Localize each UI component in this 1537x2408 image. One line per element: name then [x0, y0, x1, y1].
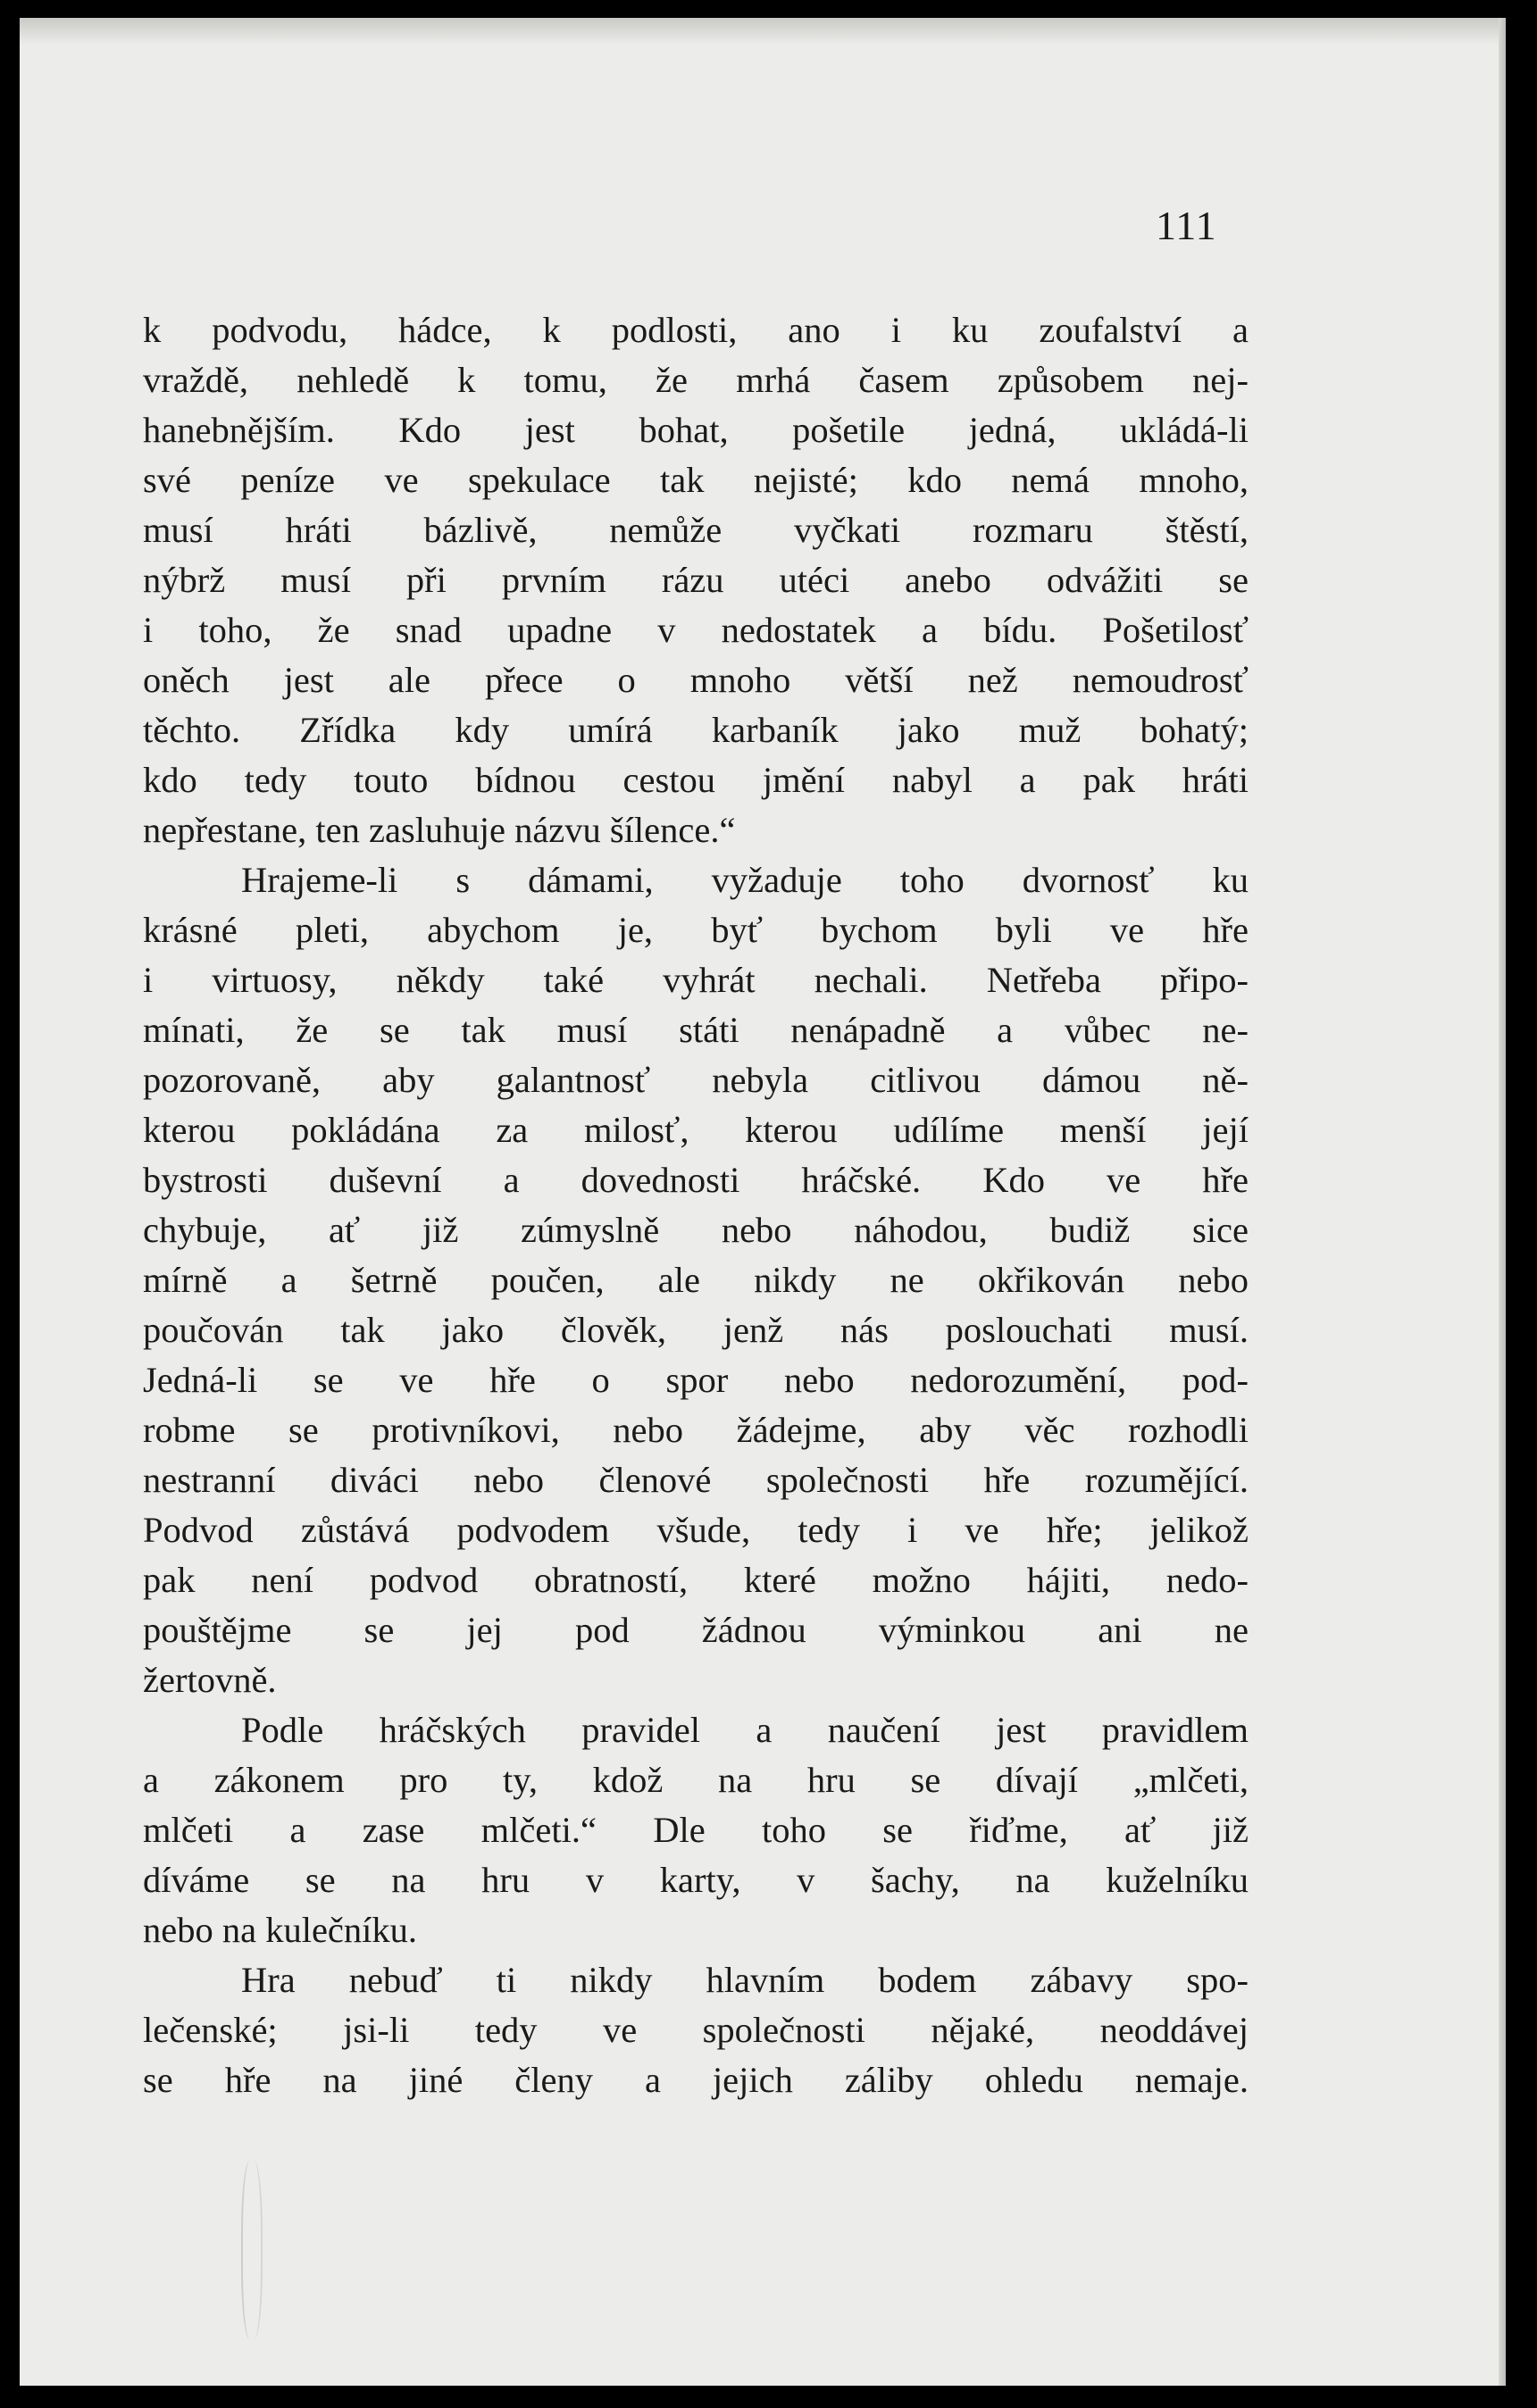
page-number: 111 — [1156, 203, 1217, 248]
text-line: chybuje, ať již zúmyslně nebo náhodou, budiž sice — [143, 1210, 1249, 1250]
text-line: pouštějme se jej pod žádnou výminkou ani ne — [143, 1610, 1249, 1650]
text-line: bystrosti duševní a dovednosti hráčské. Kdo ve hře — [143, 1160, 1249, 1200]
text-line: mírně a šetrně poučen, ale nikdy ne okřikován nebo — [143, 1260, 1249, 1300]
text-line: lečenské; jsi-li tedy ve společnosti nějaké, neoddávej — [143, 2010, 1249, 2050]
text-line: a zákonem pro ty, kdož na hru se dívají „mlčeti, — [143, 1760, 1249, 1800]
text-line: žertovně. — [143, 1660, 277, 1700]
text-line: vraždě, nehledě k tomu, že mrhá časem způsobem nej- — [143, 360, 1249, 400]
text-line: těchto. Zřídka kdy umírá karbaník jako muž bohatý; — [143, 710, 1249, 750]
body-text — [143, 305, 1249, 2105]
text-line: nýbrž musí při prvním rázu utéci anebo odvážiti se — [143, 560, 1249, 600]
text-line: k podvodu, hádce, k podlosti, ano i ku zoufalství a — [143, 310, 1249, 350]
text-line: oněch jest ale přece o mnoho větší než nemoudrosť — [143, 660, 1249, 700]
text-line: své peníze ve spekulace tak nejisté; kdo nemá mnoho, — [143, 460, 1249, 500]
text-line: pozorovaně, aby galantnosť nebyla citlivou dámou ně- — [143, 1060, 1249, 1100]
text-line: hanebnějším. Kdo jest bohat, pošetile jedná, ukládá-li — [143, 410, 1249, 450]
page-top-shadow — [20, 18, 1506, 45]
text-line: i virtuosy, někdy také vyhrát nechali. Netřeba připo- — [143, 960, 1249, 1000]
paragraph-start-line: Hrajeme-li s dámami, vyžaduje toho dvornosť ku — [241, 860, 1249, 900]
text-line: kterou pokládána za milosť, kterou udílíme menší její — [143, 1110, 1249, 1150]
text-line: krásné pleti, abychom je, byť bychom byli ve hře — [143, 910, 1249, 950]
book-page — [20, 18, 1506, 2386]
text-line: mlčeti a zase mlčeti.“ Dle toho se řiďme, ať již — [143, 1810, 1249, 1850]
text-line: Podvod zůstává podvodem všude, tedy i ve hře; jelikož — [143, 1510, 1249, 1550]
text-line: kdo tedy touto bídnou cestou jmění nabyl a pak hráti — [143, 760, 1249, 800]
text-line: pak není podvod obratností, které možno hájiti, nedo- — [143, 1560, 1249, 1600]
text-line: nepřestane, ten zasluhuje názvu šílence.“ — [143, 810, 736, 850]
text-line: musí hráti bázlivě, nemůže vyčkati rozmaru štěstí, — [143, 510, 1249, 550]
text-line: mínati, že se tak musí státi nenápadně a vůbec ne- — [143, 1010, 1249, 1050]
text-line: robme se protivníkovi, nebo žádejme, aby věc rozhodli — [143, 1410, 1249, 1450]
text-line: poučován tak jako člověk, jenž nás poslouchati musí. — [143, 1310, 1249, 1350]
page-edge-shadow — [1499, 18, 1506, 2386]
text-line: Jedná-li se ve hře o spor nebo nedorozumění, pod- — [143, 1360, 1249, 1400]
paragraph-start-line: Podle hráčských pravidel a naučení jest pravidlem — [241, 1710, 1249, 1750]
paragraph-start-line: Hra nebuď ti nikdy hlavním bodem zábavy spo- — [241, 1960, 1249, 2000]
text-line: nestranní diváci nebo členové společnosti hře rozumějící. — [143, 1460, 1249, 1500]
text-line: i toho, že snad upadne v nedostatek a bídu. Pošetilosť — [143, 610, 1249, 650]
text-line: díváme se na hru v karty, v šachy, na kuželníku — [143, 1860, 1249, 1900]
text-line: se hře na jiné členy a jejich záliby ohledu nemaje. — [143, 2060, 1249, 2100]
binding-mark — [241, 2161, 263, 2339]
text-line: nebo na kulečníku. — [143, 1910, 418, 1950]
